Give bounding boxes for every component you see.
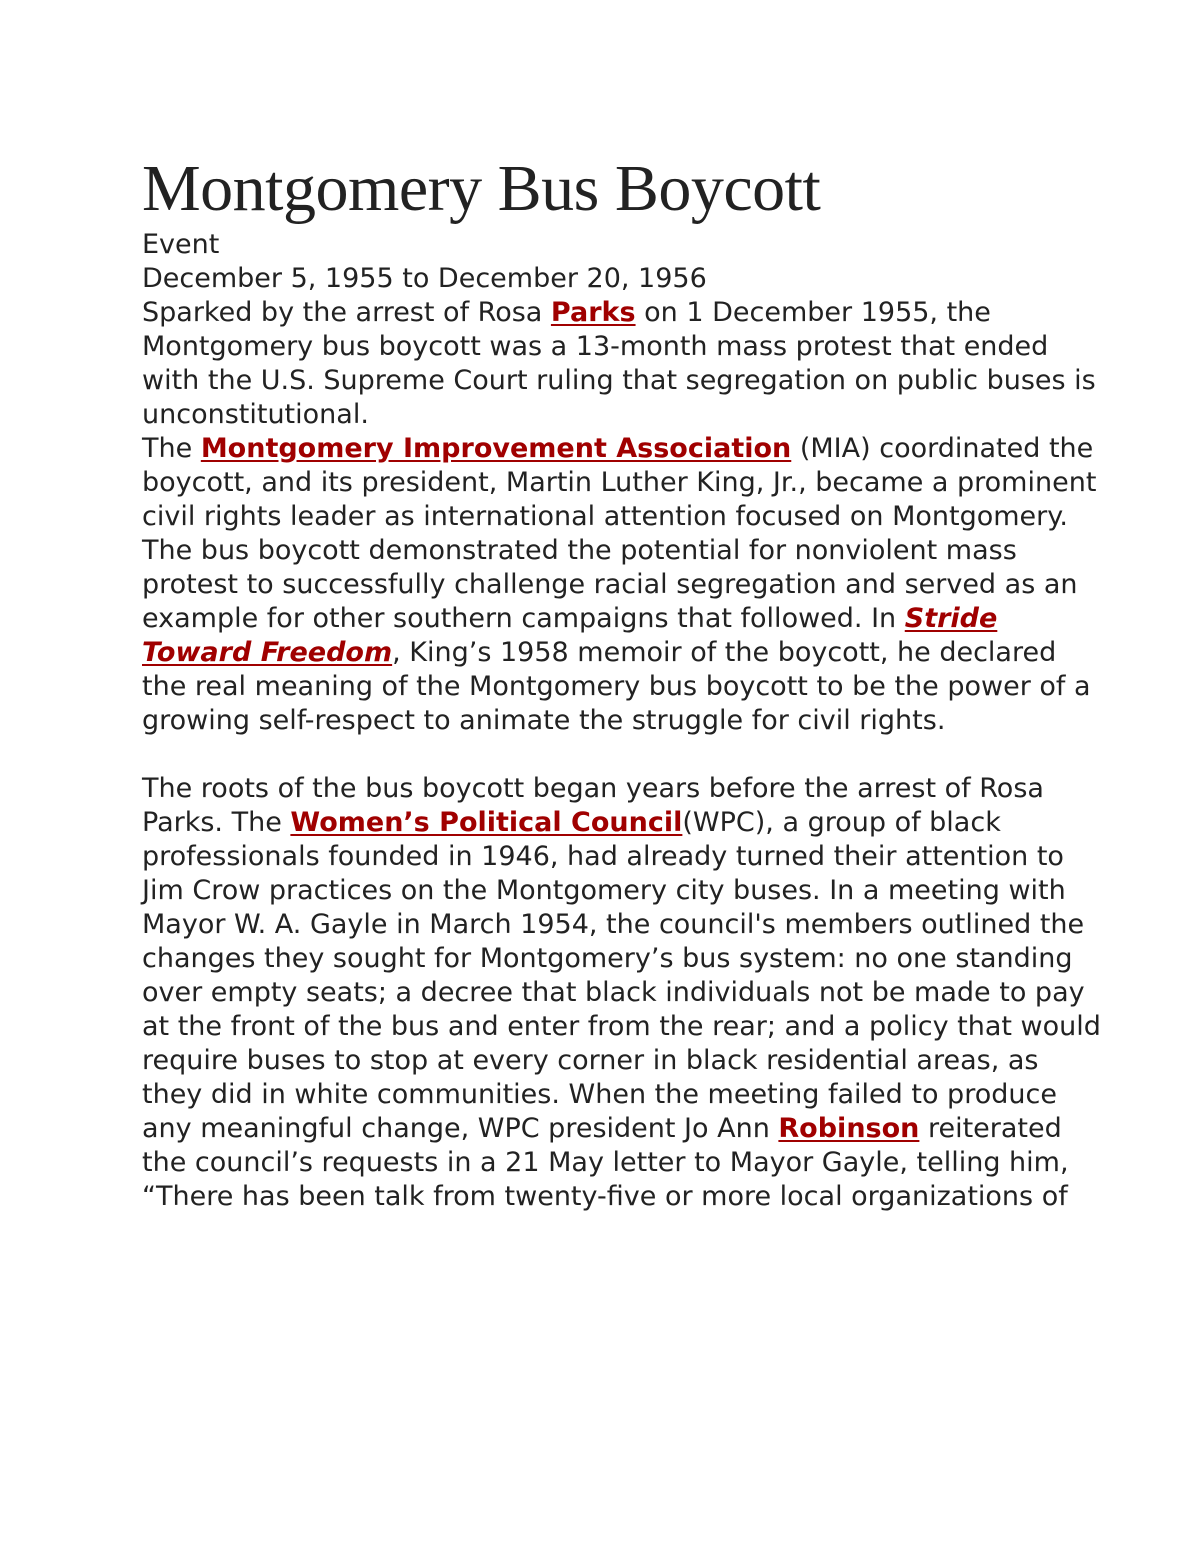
roots-text-3: reiterated the council’s requests in a 21 May letter to Mayor Gayle, telling him, “There has been talk from twenty-five or more local organizations of (142, 1113, 1069, 1212)
page-title: Montgomery Bus Boycott (142, 152, 821, 225)
mia-paragraph (142, 432, 1102, 738)
roots-paragraph (142, 772, 1102, 1214)
event-type-label: Event (142, 229, 220, 260)
mia-text-2: (MIA) coordinated the boycott, and its president, Martin Luther King, Jr., became a prominent civil rights leader as international attention focused on Montgomery. The bus boycott demonstrated the potential for nonviolent mass protest to successfully challenge racial segregation and served as an example for other southern campaigns that followed. In (142, 433, 1097, 634)
roots-text-1: The roots of the bus boycott began years before the arrest of Rosa Parks. The (142, 773, 1044, 838)
wpc-link[interactable]: Women’s Political Council (290, 807, 683, 838)
document-page (142, 150, 1102, 1214)
parks-link[interactable]: Parks (550, 297, 636, 328)
mia-link[interactable]: Montgomery Improvement Association (200, 433, 792, 464)
mia-text-1: The (142, 433, 201, 464)
robinson-link[interactable]: Robinson (778, 1113, 920, 1144)
mia-text-3: , King’s 1958 memoir of the boycott, he declared the real meaning of the Montgomery bus boycott to be the power of a growing self-respect to animate the struggle for civil rights. (142, 637, 1091, 736)
event-date-range: December 5, 1955 to December 20, 1956 (142, 263, 707, 294)
intro-text-2: on 1 December 1955, the Montgomery bus boycott was a 13-month mass protest that ended with the U.S. Supreme Court ruling that segregation on public buses is unconstitutional. (142, 297, 1096, 430)
stride-toward-freedom-link[interactable]: Stride Toward Freedom (142, 603, 998, 668)
intro-text-1: Sparked by the arrest of Rosa (142, 297, 551, 328)
roots-text-2: (WPC), a group of black professionals founded in 1946, had already turned their attention to Jim Crow practices on the Montgomery city buses. In a meeting with Mayor W. A. Gayle in March 1954, the council's members outlined the changes they sought for Montgomery’s bus system: no one standing over empty seats; a decree that black individuals not be made to pay at the front of the bus and enter from the rear; and a policy that would require buses to stop at every corner in black residential areas, as they did in white communities. When the meeting failed to produce any meaningful change, WPC president Jo Ann (142, 807, 1101, 1144)
intro-paragraph (142, 296, 1102, 432)
